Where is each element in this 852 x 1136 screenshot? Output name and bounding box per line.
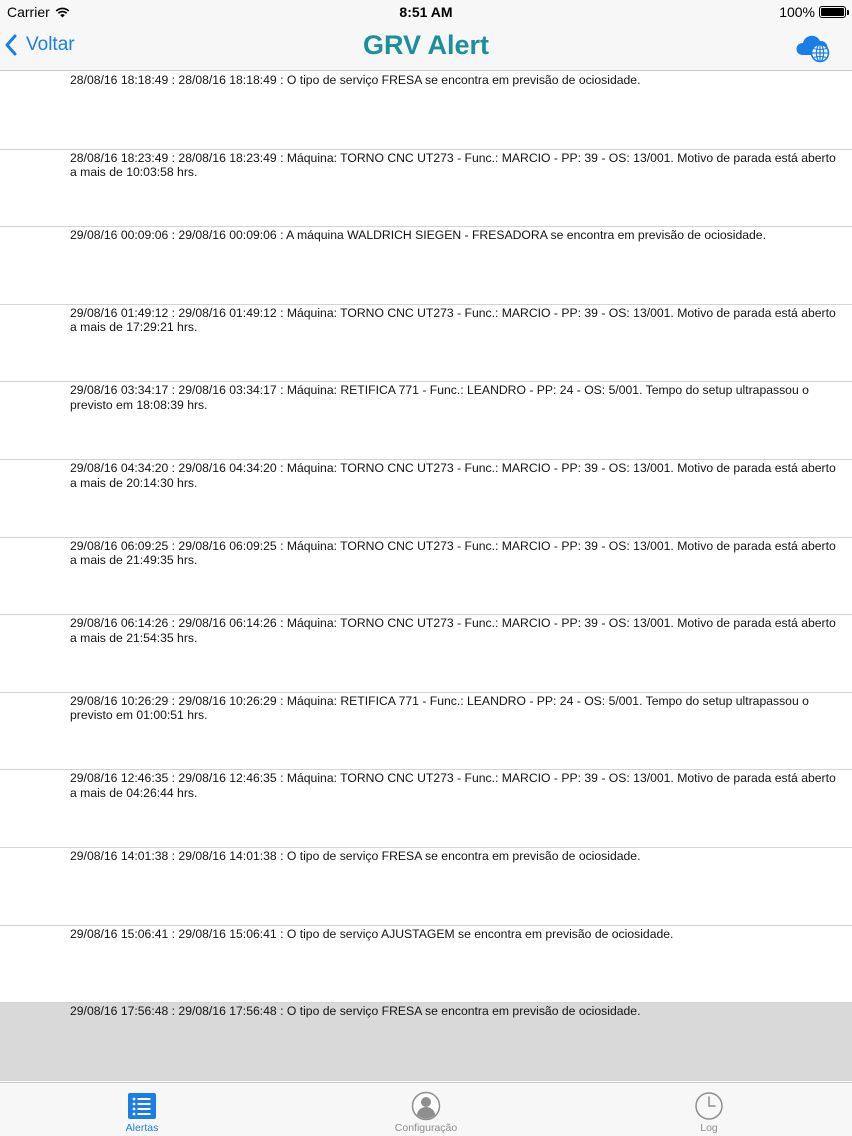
alert-text: 29/08/16 06:14:26 : 29/08/16 06:14:26 : Máquina: TORNO CNC UT273 - Func.: MARCIO - PP: 39 - OS: 13/001. Motivo de parada está aberto a mais de 21:54:35 hrs. xyxy=(70,616,836,645)
alert-text: 29/08/16 15:06:41 : 29/08/16 15:06:41 : O tipo de serviço AJUSTAGEM se encontra em previsão de ociosidade. xyxy=(70,926,674,941)
alert-text: 29/08/16 00:09:06 : 29/08/16 00:09:06 : A máquina WALDRICH SIEGEN - FRESADORA se encontra em previsão de ociosidade. xyxy=(70,228,766,243)
alert-text: 29/08/16 17:56:48 : 29/08/16 17:56:48 : O tipo de serviço FRESA se encontra em previsão de ociosidade. xyxy=(70,1004,641,1019)
alert-text: 29/08/16 12:46:35 : 29/08/16 12:46:35 : Máquina: TORNO CNC UT273 - Func.: MARCIO - PP: 39 - OS: 13/001. Motivo de parada está aberto a mais de 04:26:44 hrs. xyxy=(70,771,836,800)
alert-row[interactable] xyxy=(0,770,852,848)
tab-label: Log xyxy=(700,1122,718,1134)
back-button[interactable] xyxy=(4,34,75,56)
battery-indicator xyxy=(779,4,846,20)
person-icon xyxy=(411,1091,441,1121)
alert-text: 28/08/16 18:23:49 : 28/08/16 18:23:49 : Máquina: TORNO CNC UT273 - Func.: MARCIO - PP: 39 - OS: 13/001. Motivo de parada está aberto a mais de 10:03:58 hrs. xyxy=(70,150,836,180)
tab-bar xyxy=(0,1082,852,1136)
globe-cloud-button[interactable] xyxy=(796,33,832,68)
alert-row[interactable] xyxy=(0,382,852,460)
alert-row[interactable] xyxy=(0,305,852,383)
tab-log[interactable] xyxy=(634,1083,784,1136)
carrier-label: Carrier xyxy=(7,4,50,20)
clock-icon xyxy=(694,1091,724,1121)
alert-text: 29/08/16 04:34:20 : 29/08/16 04:34:20 : Máquina: TORNO CNC UT273 - Func.: MARCIO - PP: 39 - OS: 13/001. Motivo de parada está aberto a mais de 20:14:30 hrs. xyxy=(70,460,836,490)
clock-time: 8:51 AM xyxy=(399,4,453,20)
alert-row-selected[interactable] xyxy=(0,1003,852,1081)
tab-label: Configuração xyxy=(394,1122,458,1134)
tab-configuracao[interactable] xyxy=(351,1083,501,1136)
page-title: GRV Alert xyxy=(362,30,490,60)
alert-row[interactable] xyxy=(0,227,852,305)
alert-row[interactable] xyxy=(0,615,852,693)
alert-list[interactable] xyxy=(0,72,852,1082)
alert-text: 29/08/16 10:26:29 : 29/08/16 10:26:29 : Máquina: RETIFICA 771 - Func.: LEANDRO - PP: 24 - OS: 5/001. Tempo do setup ultrapassou o previsto em 01:00:51 hrs. xyxy=(70,693,809,723)
alert-row[interactable] xyxy=(0,693,852,771)
alert-text: 29/08/16 03:34:17 : 29/08/16 03:34:17 : Máquina: RETIFICA 771 - Func.: LEANDRO - PP: 24 - OS: 5/001. Tempo do setup ultrapassou o previsto em 18:08:39 hrs. xyxy=(70,383,809,412)
alert-row[interactable] xyxy=(0,72,852,150)
alert-text: 29/08/16 01:49:12 : 29/08/16 01:49:12 : Máquina: TORNO CNC UT273 - Func.: MARCIO - PP: 39 - OS: 13/001. Motivo de parada está aberto a mais de 17:29:21 hrs. xyxy=(70,305,836,335)
chevron-left-icon xyxy=(4,34,18,56)
alert-row[interactable] xyxy=(0,538,852,616)
navigation-bar xyxy=(0,24,852,71)
back-label: Voltar xyxy=(26,34,75,55)
alert-row[interactable] xyxy=(0,460,852,538)
list-icon xyxy=(128,1093,156,1119)
alert-row[interactable] xyxy=(0,848,852,926)
alert-text: 28/08/16 18:18:49 : 28/08/16 18:18:49 : O tipo de serviço FRESA se encontra em previsão de ociosidade. xyxy=(70,73,641,87)
alert-row[interactable] xyxy=(0,926,852,1004)
tab-alertas[interactable] xyxy=(67,1083,217,1136)
battery-icon xyxy=(819,6,846,18)
globe-cloud-icon xyxy=(796,33,832,63)
tab-label: Alertas xyxy=(125,1122,159,1134)
alert-text: 29/08/16 06:09:25 : 29/08/16 06:09:25 : Máquina: TORNO CNC UT273 - Func.: MARCIO - PP: 39 - OS: 13/001. Motivo de parada está aberto a mais de 21:49:35 hrs. xyxy=(70,538,836,568)
alert-row[interactable] xyxy=(0,150,852,228)
battery-percent: 100% xyxy=(779,4,815,20)
status-bar xyxy=(0,0,852,24)
alert-text: 29/08/16 14:01:38 : 29/08/16 14:01:38 : O tipo de serviço FRESA se encontra em previsão de ociosidade. xyxy=(70,848,641,863)
